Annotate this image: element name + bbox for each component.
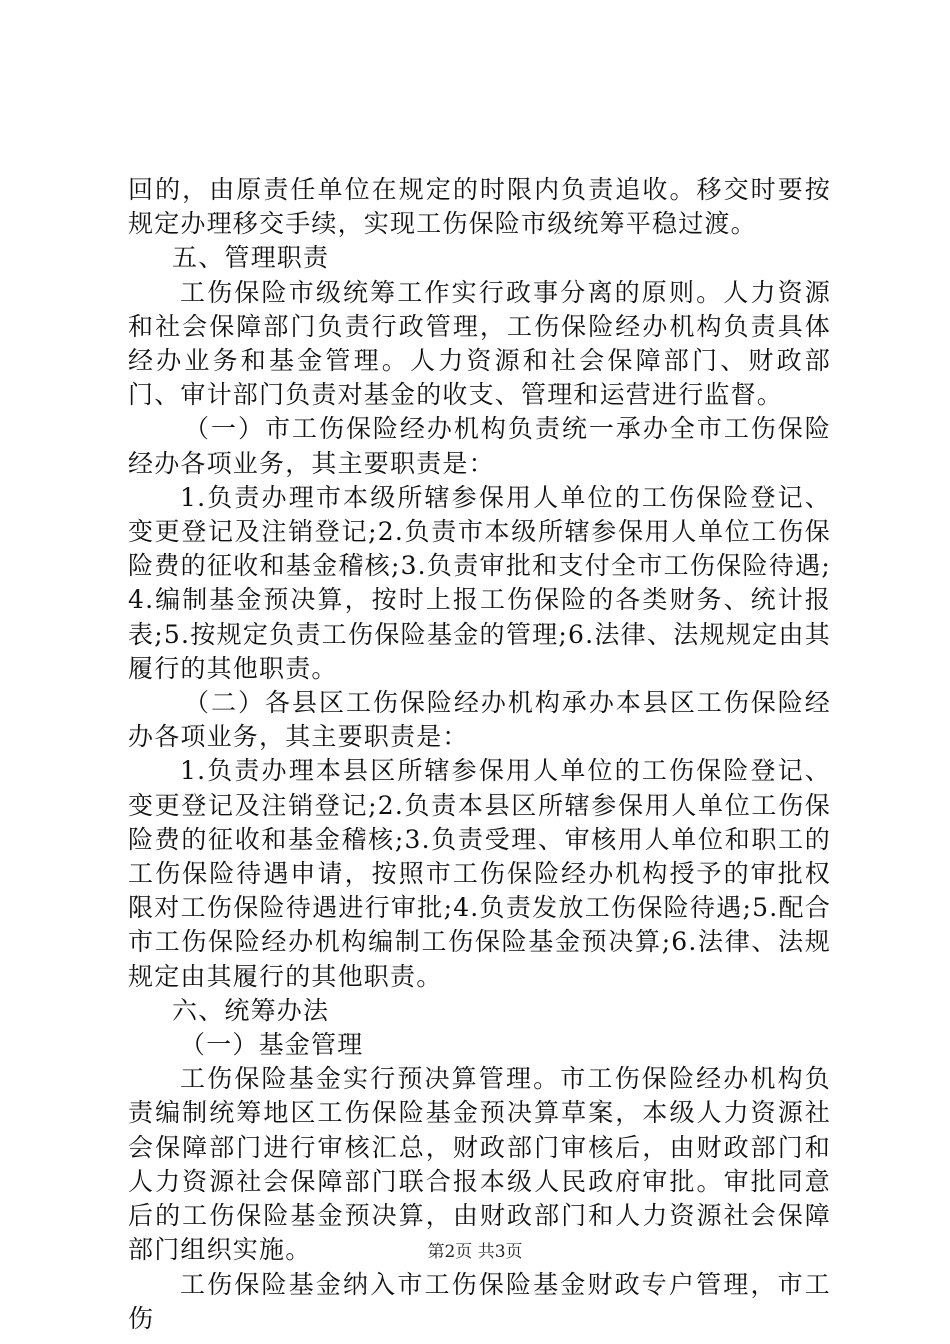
page-number-label: 第2页 共3页 bbox=[427, 1242, 523, 1262]
paragraph-city-agency-duties: 1.负责办理市本级所辖参保用人单位的工伤保险登记、变更登记及注销登记;2.负责市本级所辖参保用人单位工伤保险费的征收和基金稽核;3.负责审批和支付全市工伤保险待遇;4.编制基金预决算，按时上报工伤保险的各类财务、统计报表;5.按规定负责工伤保险基金的管理;6.法律、法规规定由其履行的其他职责。 bbox=[128, 482, 831, 683]
section-heading-management-duties: 五、管理职责 bbox=[172, 243, 330, 273]
paragraph-principle: 工伤保险市级统筹工作实行政事分离的原则。人力资源和社会保障部门负责行政管理，工伤保险经办机构负责具体经办业务和基金管理。人力资源和社会保障部门、财政部门、审计部门负责对基金的收支、管理和运营进行监督。 bbox=[128, 277, 831, 410]
section-heading-pooling-methods: 六、统筹办法 bbox=[172, 995, 330, 1025]
paragraph-continuation: 回的，由原责任单位在规定的时限内负责追收。移交时要按规定办理移交手续，实现工伤保险市级统筹平稳过渡。 bbox=[128, 175, 831, 239]
subsection-heading-city-agency: （一）市工伤保险经办机构负责统一承办全市工伤保险经办各项业务，其主要职责是： bbox=[128, 414, 831, 478]
page-footer bbox=[0, 1240, 950, 1264]
subsection-heading-fund-management: （一）基金管理 bbox=[180, 1030, 364, 1060]
document-body bbox=[128, 173, 831, 1336]
paragraph-fiscal-account: 工伤保险基金纳入市工伤保险基金财政专户管理，市工伤 bbox=[128, 1269, 831, 1333]
paragraph-budget-management: 工伤保险基金实行预决算管理。市工伤保险经办机构负责编制统筹地区工伤保险基金预决算草案，本级人力资源社会保障部门进行审核汇总，财政部门审核后，由财政部门和人力资源社会保障部门联合报本级人民政府审批。审批同意后的工伤保险基金预决算，由财政部门和人力资源社会保障部门组织实施。 bbox=[128, 1064, 831, 1265]
subsection-heading-county-agency: （二）各县区工伤保险经办机构承办本县区工伤保险经办各项业务，其主要职责是： bbox=[128, 688, 831, 752]
paragraph-county-agency-duties: 1.负责办理本县区所辖参保用人单位的工伤保险登记、变更登记及注销登记;2.负责本县区所辖参保用人单位工伤保险费的征收和基金稽核;3.负责受理、审核用人单位和职工的工伤保险待遇申请，按照市工伤保险经办机构授予的审批权限对工伤保险待遇进行审批;4.负责发放工伤保险待遇;5.配合市工伤保险经办机构编制工伤保险基金预决算;6.法律、法规规定由其履行的其他职责。 bbox=[128, 756, 831, 991]
